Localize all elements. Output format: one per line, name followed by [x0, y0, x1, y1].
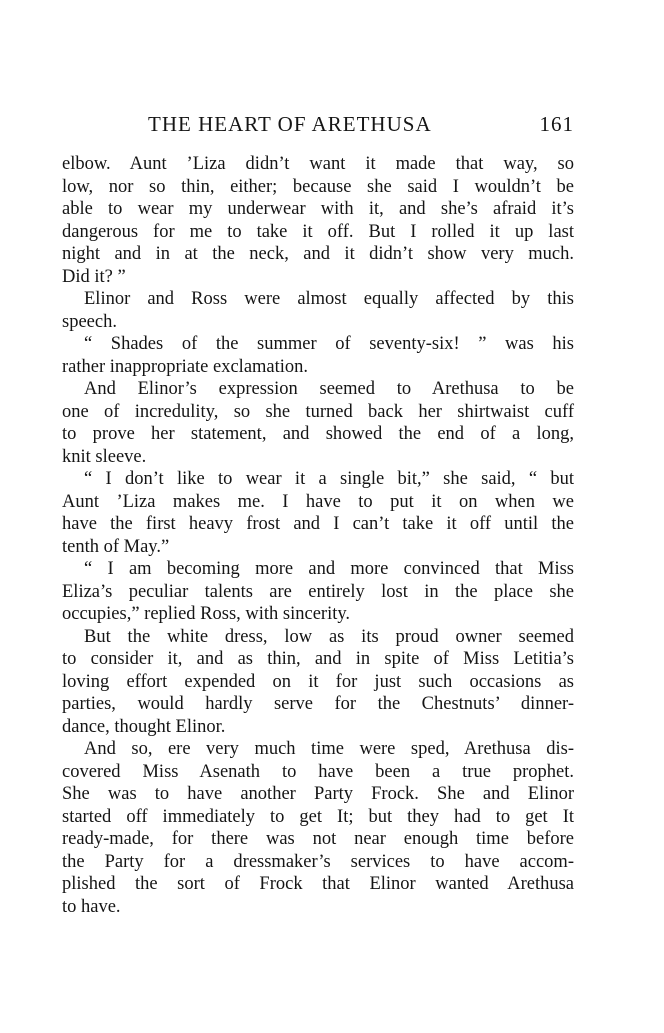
text-line: She was to have another Party Frock. She and Elinor	[62, 784, 574, 804]
text-line: elbow. Aunt ’Liza didn’t want it made that way, so	[62, 154, 574, 174]
text-line: to consider it, and as thin, and in spite of Miss Letitia’s	[62, 649, 574, 669]
text-line: Aunt ’Liza makes me. I have to put it on when we	[62, 491, 574, 512]
text-line: Did it? ”	[62, 266, 126, 287]
text-line: But the white dress, low as its proud owner seemed	[84, 626, 574, 647]
text-line: “ I am becoming more and more convinced that Miss	[84, 559, 574, 579]
text-line: loving effort expended on it for just such occasions as	[62, 671, 574, 692]
running-head	[62, 112, 574, 138]
text-line: And so, ere very much time were sped, Arethusa dis-	[84, 739, 574, 759]
body-text	[62, 153, 574, 918]
text-line: plished the sort of Frock that Elinor wanted Arethusa	[62, 874, 574, 894]
text-line: started off immediately to get It; but they had to get It	[62, 806, 574, 827]
text-line: knit sleeve.	[62, 446, 147, 467]
text-line: “ I don’t like to wear it a single bit,” she said, “ but	[84, 469, 574, 489]
text-line: Elinor and Ross were almost equally affected by this	[84, 289, 574, 309]
text-line: And Elinor’s expression seemed to Arethusa to be	[84, 379, 574, 399]
text-line: the Party for a dressmaker’s services to have accom-	[62, 851, 574, 872]
text-line: rather inappropriate exclamation.	[62, 356, 309, 377]
text-line: to prove her statement, and showed the end of a long,	[62, 424, 574, 444]
text-line: Eliza’s peculiar talents are entirely lost in the place she	[62, 581, 574, 602]
text-line: night and in at the neck, and it didn’t show very much.	[62, 244, 574, 264]
running-head-title: THE HEART OF ARETHUSA	[148, 112, 432, 136]
text-line: ready-made, for there was not near enough time before	[62, 829, 574, 849]
page-number: 161	[539, 112, 574, 136]
text-line: parties, would hardly serve for the Chestnuts’ dinner-	[62, 694, 574, 714]
text-line: low, nor so thin, either; because she said I wouldn’t be	[62, 176, 574, 197]
text-line: speech.	[62, 311, 117, 332]
text-line: have the first heavy frost and I can’t take it off until the	[62, 514, 574, 534]
text-line: able to wear my underwear with it, and she’s afraid it’s	[62, 199, 574, 219]
text-line: occupies,” replied Ross, with sincerity.	[62, 604, 351, 624]
text-line: dangerous for me to take it off. But I rolled it up last	[62, 221, 574, 242]
text-line: tenth of May.”	[62, 536, 170, 557]
text-line: covered Miss Asenath to have been a true prophet.	[62, 761, 574, 782]
text-line: dance, thought Elinor.	[62, 716, 226, 737]
text-line: to have.	[62, 896, 121, 917]
text-line: “ Shades of the summer of seventy-six! ” was his	[84, 334, 574, 354]
text-line: one of incredulity, so she turned back her shirtwaist cuff	[62, 401, 574, 422]
